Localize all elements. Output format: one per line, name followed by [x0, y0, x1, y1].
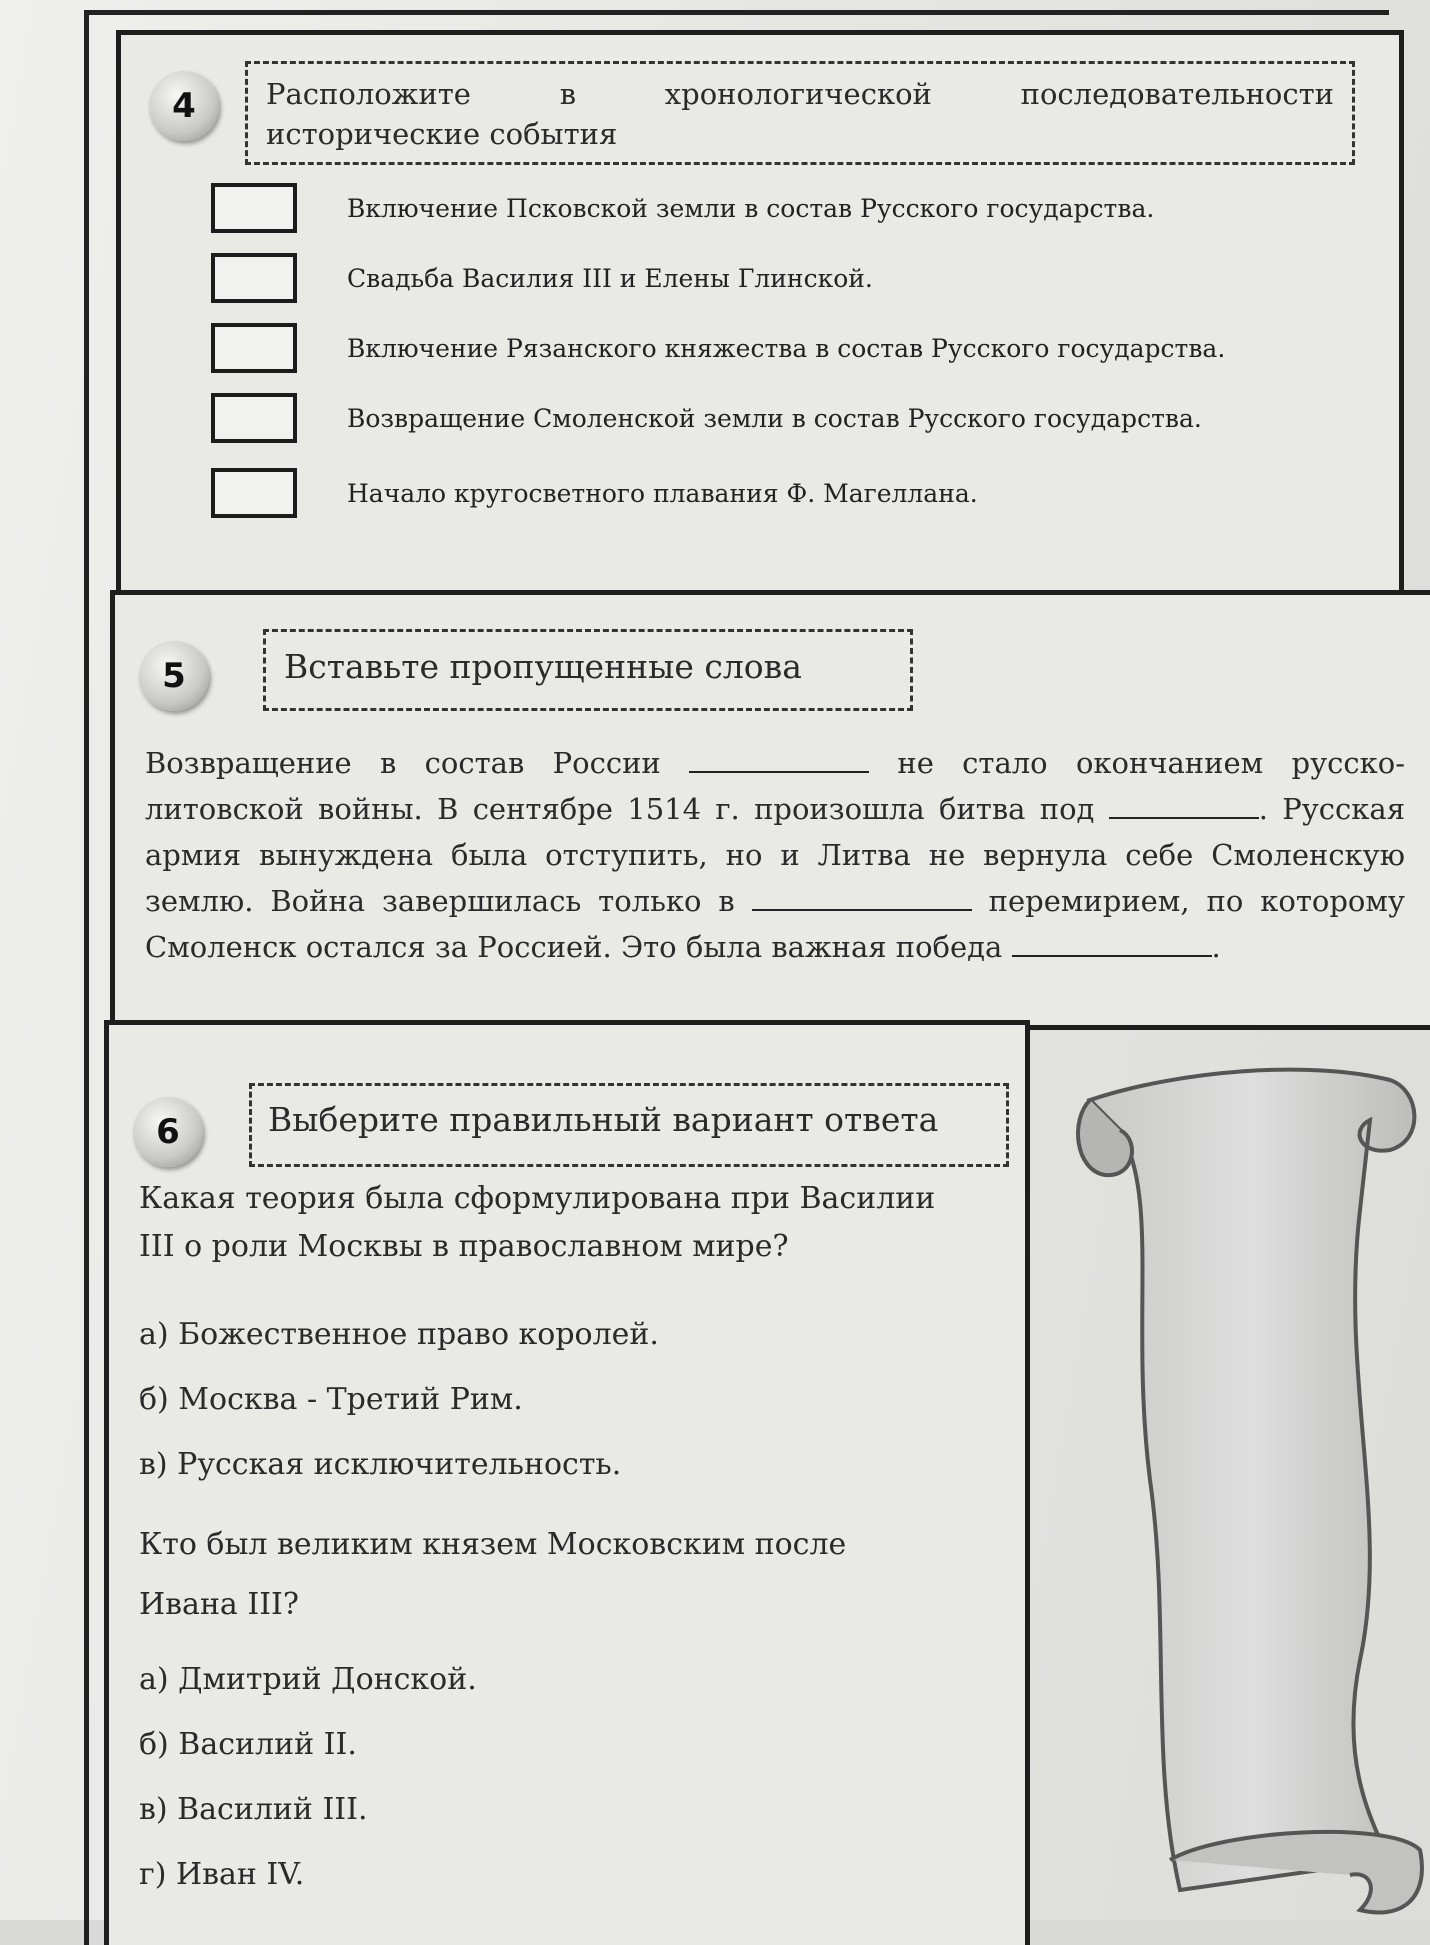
paragraph-text: Возвращение в состав России — [145, 746, 690, 780]
answer-option[interactable]: в) Русская исключительность. — [139, 1447, 622, 1482]
task-4-instruction-line2: исторические события — [266, 117, 618, 151]
question-1-text: Какая теория была сформулирована при Василии III о роли Москвы в православном мире? — [139, 1181, 936, 1264]
event-text: Начало кругосветного плавания Ф. Магеллана. — [347, 478, 978, 508]
paragraph-text: не стало окончанием русско-литовской войны. В сентябре 1514 г. произошла битва под — [145, 746, 1405, 826]
event-text: Включение Псковской земли в состав Русского государства. — [347, 193, 1155, 223]
task-5-number-badge: 5 — [139, 641, 209, 711]
task-5-instruction: Вставьте пропущенные слова — [263, 629, 913, 711]
order-answer-box[interactable] — [211, 183, 297, 233]
order-answer-box[interactable] — [211, 393, 297, 443]
fill-blank[interactable] — [752, 885, 972, 911]
answer-option[interactable]: а) Дмитрий Донской. — [139, 1662, 477, 1697]
paragraph-text: . Русская армия вынуждена была отступить, но и Литва не вернула себе Смоленскую землю. Война завершилась только в — [145, 792, 1405, 918]
parchment-scroll-illustration — [1060, 1060, 1430, 1920]
task-4-block — [116, 30, 1404, 600]
fill-blank[interactable] — [1109, 793, 1259, 819]
event-text: Включение Рязанского княжества в состав Русского государства. — [347, 333, 1226, 363]
event-row — [211, 465, 978, 521]
task-6-number-badge: 6 — [133, 1097, 203, 1167]
answer-option[interactable]: г) Иван IV. — [139, 1857, 305, 1892]
paragraph-text: . — [1211, 930, 1221, 964]
task-6-block — [104, 1020, 1030, 1945]
task-4-instruction-word: хронологической — [664, 77, 932, 111]
task-5-block — [110, 590, 1430, 1030]
task-4-instruction-word: в — [559, 77, 577, 111]
fill-blank[interactable] — [689, 747, 869, 773]
paragraph-text: перемирием, по которому Смоленск остался за Россией. Это была важная победа — [145, 884, 1405, 964]
task-6-instruction: Выберите правильный вариант ответа — [249, 1083, 1009, 1167]
event-row — [211, 320, 1225, 376]
task-4-instruction — [245, 61, 1355, 165]
answer-option[interactable]: в) Василий III. — [139, 1792, 368, 1827]
order-answer-box[interactable] — [211, 468, 297, 518]
question-2-text: Кто был великим князем Московским после Ивана III? — [139, 1527, 847, 1622]
answer-option[interactable]: а) Божественное право королей. — [139, 1317, 659, 1352]
fill-blank[interactable] — [1012, 931, 1212, 957]
event-row — [211, 390, 1202, 446]
task-4-instruction-line1 — [266, 74, 1334, 114]
answer-option[interactable]: б) Москва - Третий Рим. — [139, 1382, 523, 1417]
event-text: Свадьба Василия III и Елены Глинской. — [347, 263, 873, 293]
task-4-number-badge: 4 — [149, 71, 219, 141]
task-4-instruction-word: Расположите — [266, 77, 471, 111]
event-text: Возвращение Смоленской земли в состав Русского государства. — [347, 403, 1202, 433]
order-answer-box[interactable] — [211, 253, 297, 303]
answer-option[interactable]: б) Василий II. — [139, 1727, 357, 1762]
event-row — [211, 250, 873, 306]
order-answer-box[interactable] — [211, 323, 297, 373]
event-row — [211, 180, 1154, 236]
task-4-instruction-word: последовательности — [1020, 77, 1334, 111]
fill-in-paragraph — [145, 740, 1405, 970]
